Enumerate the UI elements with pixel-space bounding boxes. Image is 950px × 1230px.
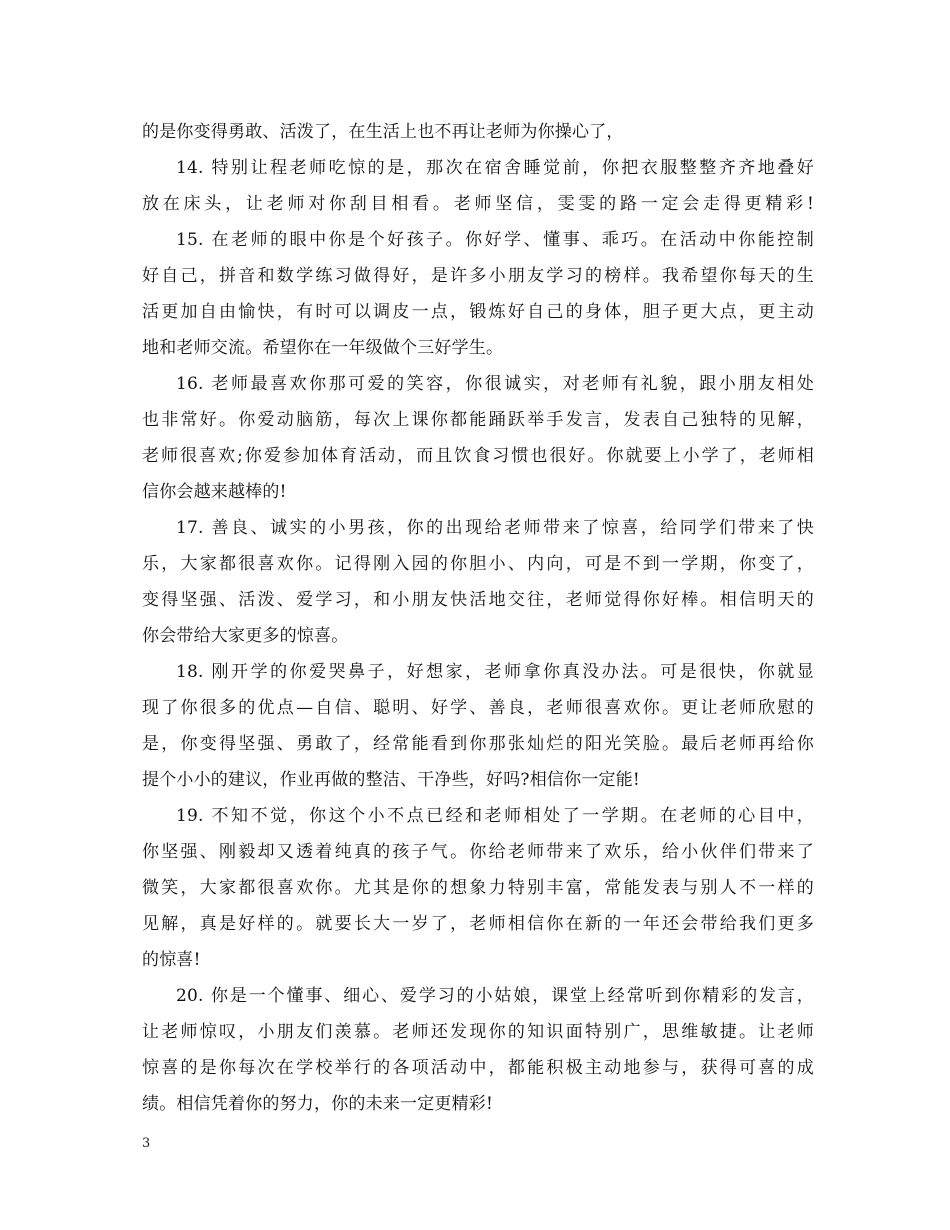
- text-line: 14. 特别让程老师吃惊的是，那次在宿舍睡觉前，你把衣服整整齐齐地叠好: [176, 158, 814, 178]
- text-line: 的是你变得勇敢、活泼了，在生活上也不再让老师为你操心了，: [142, 122, 624, 142]
- text-line: 放在床头，让老师对你刮目相看。老师坚信，雯雯的路一定会走得更精彩!: [142, 194, 814, 214]
- text-line: 绩。相信凭着你的努力，你的未来一定更精彩!: [142, 1094, 494, 1114]
- text-line: 你会带给大家更多的惊喜。: [142, 626, 349, 646]
- text-line: 是，你变得坚强、勇敢了，经常能看到你那张灿烂的阳光笑脸。最后老师再给你: [142, 734, 814, 754]
- text-line: 也非常好。你爱动脑筋，每次上课你都能踊跃举手发言，发表自己独特的见解，: [142, 410, 814, 430]
- text-line: 15. 在老师的眼中你是个好孩子。你好学、懂事、乖巧。在活动中你能控制: [176, 230, 814, 250]
- text-line: 老师很喜欢;你爱参加体育活动，而且饮食习惯也很好。你就要上小学了，老师相: [142, 446, 814, 466]
- text-line: 的惊喜!: [142, 950, 201, 970]
- text-line: 好自己，拼音和数学练习做得好，是许多小朋友学习的榜样。我希望你每天的生: [142, 266, 814, 286]
- text-line: 见解，真是好样的。就要长大一岁了，老师相信你在新的一年还会带给我们更多: [142, 914, 814, 934]
- text-line: 信你会越来越棒的!: [142, 482, 287, 502]
- document-body: [142, 114, 814, 1122]
- text-line: 地和老师交流。希望你在一年级做个三好学生。: [142, 338, 504, 358]
- text-line: 20. 你是一个懂事、细心、爱学习的小姑娘，课堂上经常听到你精彩的发言，: [176, 986, 814, 1006]
- text-line: 17. 善良、诚实的小男孩，你的出现给老师带来了惊喜，给同学们带来了快: [176, 518, 814, 538]
- text-line: 惊喜的是你每次在学校举行的各项活动中，都能积极主动地参与，获得可喜的成: [142, 1058, 814, 1078]
- page-number: 3: [142, 1136, 151, 1151]
- text-line: 18. 刚开学的你爱哭鼻子，好想家，老师拿你真没办法。可是很快，你就显: [176, 662, 814, 682]
- text-line: 现了你很多的优点—自信、聪明、好学、善良，老师很喜欢你。更让老师欣慰的: [142, 698, 814, 718]
- text-line: 微笑，大家都很喜欢你。尤其是你的想象力特别丰富，常能发表与别人不一样的: [142, 878, 814, 898]
- text-line: 16. 老师最喜欢你那可爱的笑容，你很诚实，对老师有礼貌，跟小朋友相处: [176, 374, 814, 394]
- text-line: 19. 不知不觉，你这个小不点已经和老师相处了一学期。在老师的心目中，: [176, 806, 814, 826]
- text-line: 提个小小的建议，作业再做的整洁、干净些，好吗?相信你一定能!: [142, 770, 640, 790]
- text-line: 你坚强、刚毅却又透着纯真的孩子气。你给老师带来了欢乐，给小伙伴们带来了: [142, 842, 814, 862]
- text-line: 乐，大家都很喜欢你。记得刚入园的你胆小、内向，可是不到一学期，你变了，: [142, 554, 814, 574]
- text-line: 活更加自由愉快，有时可以调皮一点，锻炼好自己的身体，胆子更大点，更主动: [142, 302, 814, 322]
- text-line: 变得坚强、活泼、爱学习，和小朋友快活地交往，老师觉得你好棒。相信明天的: [142, 590, 814, 610]
- text-line: 让老师惊叹，小朋友们羡慕。老师还发现你的知识面特别广，思维敏捷。让老师: [142, 1022, 814, 1042]
